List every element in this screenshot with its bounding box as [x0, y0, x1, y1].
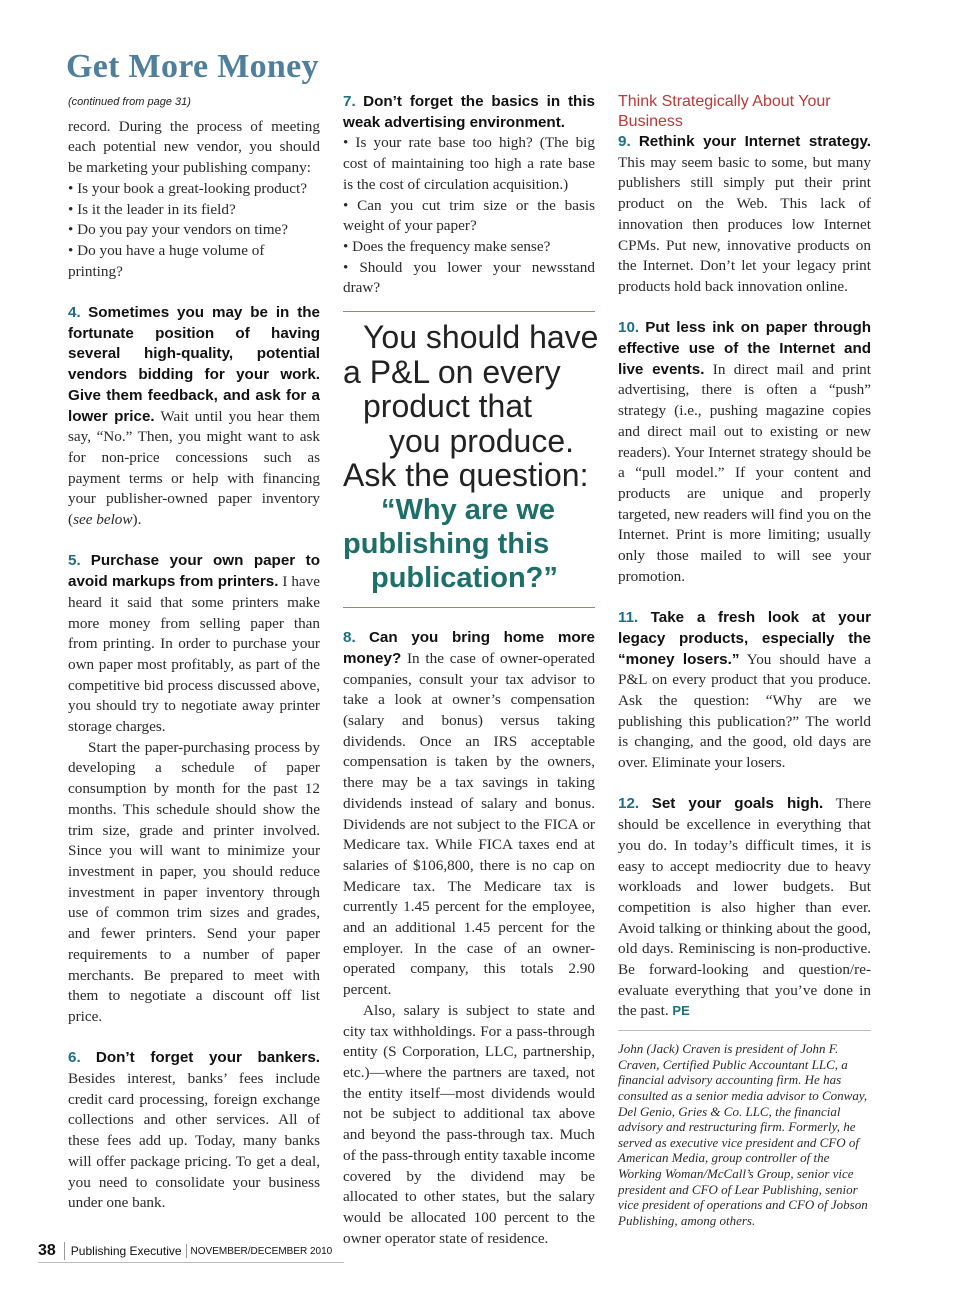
bullet: • Is your rate base too high? (The big cost of maintaining too high a rate base is the cost of circulation acquisition.)	[343, 134, 595, 193]
item-body: In direct mail and print advertising, there is often a “push” strategy (i.e., pushing magazine copies and direct mail out to existing or new readers). Your Internet strategy should be a “pull model.” If your content and products are unique and properly targeted, new readers will find you on the Internet. Print is more limiting; usually only those mailed to will see your promotion.	[618, 360, 871, 585]
section-heading: Think Strategically About Your Business	[618, 93, 831, 130]
bullet: • Do you have a huge volume of printing?	[68, 241, 265, 280]
issue-date: NOVEMBER/DECEMBER 2010	[190, 1245, 333, 1257]
item-number: 4.	[68, 304, 81, 322]
bullet: • Is it the leader in its field?	[68, 200, 236, 218]
bullet: • Is your book a great-looking product?	[68, 179, 307, 197]
page-footer	[38, 1242, 332, 1260]
pull-quote-line: publishing this	[343, 527, 550, 560]
end-mark: PE	[672, 1003, 690, 1019]
article-title: Get More Money	[66, 48, 319, 85]
column-3	[618, 92, 871, 1228]
column-1	[68, 92, 320, 1214]
item-number: 11.	[618, 609, 639, 627]
continued-note: (continued from page 31)	[68, 96, 191, 108]
magazine-name: Publishing Executive	[65, 1244, 187, 1258]
item-heading: Purchase your own paper to avoid markups from printers.	[68, 552, 321, 591]
item-body: You should have a P&L on every product that you produce. Ask the question: “Why are we publishing this publication?” The world is changing, and the good, old days are over. Eliminate your losers.	[618, 650, 871, 772]
item-body: Wait until you hear them say, “No.” Then, you might want to ask for non-price concessions such as payment terms or help with financing your publisher-owned paper inventory (	[68, 407, 320, 529]
item-7	[343, 92, 595, 133]
item-number: 7.	[343, 93, 356, 110]
column-2	[343, 92, 599, 1249]
pull-line: You should have	[363, 319, 599, 356]
item-number: 10.	[618, 319, 640, 337]
item-8	[343, 628, 595, 1001]
bullet: • Can you cut trim size or the basis weight of your paper?	[343, 196, 595, 235]
item-9	[618, 132, 871, 298]
item-body: This may seem basic to some, but many publishers still simply put their print product on the Web. This lack of innovation then produces low Internet CPMs. Put new, innovative products on the Internet. Don’t let your legacy print products hold back innovation online.	[618, 153, 871, 295]
see-below: see below	[73, 511, 133, 529]
item-heading: Don’t forget the basics in this weak advertising environment.	[343, 93, 595, 131]
item-12	[618, 794, 871, 1022]
pull-line: product that	[363, 388, 532, 425]
bullet: • Do you pay your vendors on time?	[68, 221, 289, 239]
item-heading: Set your goals high.	[651, 795, 824, 813]
bullet: • Does the frequency make sense?	[343, 237, 551, 255]
item-number: 12.	[618, 795, 640, 813]
item-body: Besides interest, banks’ fees include credit card processing, foreign exchange collections and other services. All of these fees add up. Today, many banks will offer package pricing. To get a deal, you need to consolidate your business under one bank.	[68, 1070, 320, 1212]
pull-quote-line: “Why are we	[381, 493, 556, 526]
pull-quote	[343, 311, 599, 608]
paragraph: Start the paper-purchasing process by developing a schedule of paper consumption by month for the past 12 months. This schedule should show the trim size, grade and printer involved. Since you will want to minimize your investment in paper, you should reduce investment in paper inventory through use of common trim sizes and grades, and fewer printers. Send your paper requirements to a number of paper merchants. Be prepared to meet with them to negotiate a discount off list price.	[68, 738, 320, 1025]
item-heading: Take a fresh look at your legacy products, especially the “money losers.”	[618, 609, 872, 668]
item-11	[618, 608, 871, 774]
item-10	[618, 318, 871, 587]
item-number: 6.	[68, 1049, 81, 1067]
paragraph: record. During the process of meeting each potential new vendor, you should be marketing your publishing company:	[68, 117, 320, 177]
bullet: • Should you lower your newsstand draw?	[343, 258, 595, 297]
author-bio: John (Jack) Craven is president of John F. Craven, Certified Public Accountant LLC, a financial advisory accounting firm. He has consulted as a senior media advisor to Conway, Del Genio, Gries & Co. LLC, the financial advisory and restructuring firm. Formerly, he served as executive vice president and CFO of American Media, group controller of the Working Woman/McCall’s Group, senior vice president and CFO of Lear Publishing, senior vice president of operations and CFO of Jobson Publishing, among others.	[618, 1030, 871, 1228]
item-body: I have heard it said that some printers make more money from selling paper than from printing. In order to purchase your own paper most profitably, as part of the competitive bid process discussed above, you should try to negotiate away printer storage charges.	[68, 573, 321, 736]
pull-line: you produce.	[389, 422, 575, 459]
item-heading: Rethink your Internet strategy.	[638, 133, 872, 150]
item-heading: Sometimes you may be in the fortunate position of having several high-quality, potential vendors bidding for your work. Give them feedback, and ask for a lower price.	[68, 304, 321, 425]
item-heading: Put less ink on paper through effective use of the Internet and live events.	[618, 319, 871, 378]
item-heading: Can you bring home more money?	[343, 629, 595, 667]
item-body-end: ).	[132, 511, 142, 529]
item-number: 9.	[618, 133, 631, 150]
item-body: There should be excellence in everything that you do. In today’s difficult times, it is easy to accept mediocrity due to heavy workloads and lower budgets. But competition is also higher than ever. Avoid talking or thinking about the good, old days. Reminiscing is non-productive. Be forward-looking and question/re-evaluate everything that you’ve done in the past.	[618, 795, 871, 1020]
footer-rule	[38, 1262, 344, 1263]
pull-quote-line: publication?”	[371, 561, 558, 594]
paragraph: Also, salary is subject to state and city tax withholdings. For a pass-through entity (S Corporation, LLC, partnership, etc.)—where the partners are taxed, not the entity itself—most dividends would not be subject to additional tax above and beyond the pass-through tax. Much of the pass-through entity taxable income covered by the dividend may be allocated to other states, but the salary would be allocated 100 percent to the owner operator state of residence.	[343, 1001, 595, 1247]
item-body: In the case of owner-operated companies, consult your tax advisor to take a look at owner’s compensation (salary and bonus) versus taking dividends. Once an IRS acceptable compensation is taken by the owners, there may be a tax savings in taking dividends instead of salary and bonus. Dividends are not subject to the FICA or Medicare tax. While FICA taxes end at salaries of $106,800, there is no cap on Medicare tax. The Medicare tax is currently 1.45 percent for the employee, and an additional 1.45 percent for the employer. In the case of an owner-operated company, this totals 2.90 percent.	[343, 649, 596, 999]
item-number: 5.	[68, 552, 81, 570]
item-heading: Don’t forget your bankers.	[95, 1049, 320, 1067]
item-4	[68, 303, 320, 531]
pull-line: a P&L on every	[343, 353, 561, 390]
item-5	[68, 551, 320, 737]
page-number: 38	[38, 1242, 65, 1260]
item-6	[68, 1048, 320, 1214]
item-number: 8.	[343, 629, 356, 647]
pull-line: Ask the question:	[343, 457, 589, 494]
